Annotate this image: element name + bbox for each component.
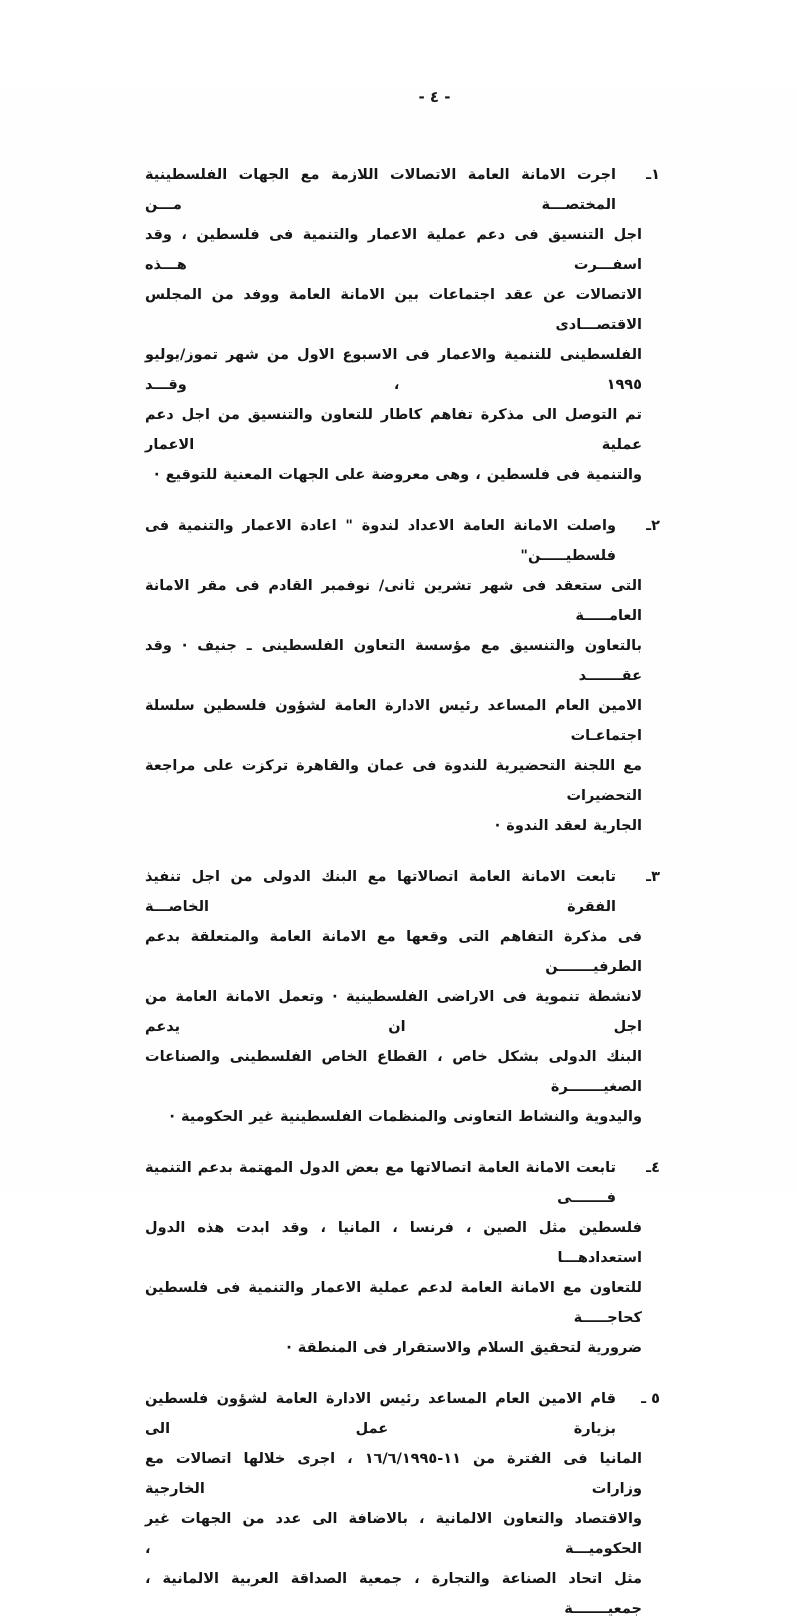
- paragraph-line: فى مذكرة التفاهم التى وقعها مع الامانة العامة والمتعلقة بدعم الطرفيـــــــن: [145, 929, 642, 975]
- paragraph-marker: ٣ـ: [646, 869, 660, 885]
- paragraph-line: ضرورية لتحقيق السلام والاستقرار فى المنطقة ·: [286, 1340, 642, 1356]
- paragraph-line: والتنمية فى فلسطين ، وهى معروضة على الجهات المعنية للتوقيع ·: [154, 467, 642, 483]
- paragraph-line: الجارية لعقد الندوة ·: [494, 818, 642, 834]
- paragraph-line: المانيا فى الفترة من ١١-١٦/٦/١٩٩٥ ، اجرى خلالها اتصالات مع وزارات الخارجية: [145, 1451, 642, 1497]
- paragraph-4: [145, 1153, 660, 1363]
- paragraph-line: بالتعاون والتنسيق مع مؤسسة التعاون الفلسطينى ـ جنيف · وقد عقـــــــد: [145, 638, 642, 684]
- paragraph-line: اجل التنسيق فى دعم عملية الاعمار والتنمية فى فلسطين ، وقد اسفـــرت هـــذه: [145, 227, 642, 273]
- paragraph-2: [145, 511, 660, 841]
- paragraph-marker: ١ـ: [646, 167, 660, 183]
- document-page: [0, 88, 797, 1617]
- paragraph-1: [145, 160, 660, 490]
- paragraph-line: واصلت الامانة العامة الاعداد لندوة " اعادة الاعمار والتنمية فى فلسطيـــــن": [145, 518, 616, 564]
- paragraph-line: قام الامين العام المساعد رئيس الادارة العامة لشؤون فلسطين بزيارة عمل الى: [145, 1391, 616, 1437]
- document-body: [145, 160, 660, 1624]
- paragraph-marker: ٥ ـ: [641, 1391, 660, 1407]
- paragraph-line: اجرت الامانة العامة الاتصالات اللازمة مع الجهات الفلسطينية المختصـــة مـــن: [145, 167, 616, 213]
- paragraph-5: [145, 1384, 660, 1624]
- paragraph-line: تابعت الامانة العامة اتصالاتها مع البنك الدولى من اجل تنفيذ الفقرة الخاصـــة: [145, 869, 616, 915]
- paragraph-line: واليدوية والنشاط التعاونى والمنظمات الفلسطينية غير الحكومية ·: [169, 1109, 642, 1125]
- paragraph-line: للتعاون مع الامانة العامة لدعم عملية الاعمار والتنمية فى فلسطين كحاجـــــة: [145, 1280, 642, 1326]
- paragraph-line: والاقتصاد والتعاون الالمانية ، بالاضافة الى عدد من الجهات غير الحكوميـــة ،: [145, 1511, 642, 1557]
- page-number: - ٤ -: [418, 88, 451, 106]
- paragraph-line: مع اللجنة التحضيرية للندوة فى عمان والقاهرة تركزت على مراجعة التحضيرات: [145, 758, 642, 804]
- paragraph-marker: ٤ـ: [646, 1160, 660, 1176]
- paragraph-line: البنك الدولى بشكل خاص ، القطاع الخاص الفلسطينى والصناعات الصغيـــــــرة: [145, 1049, 642, 1095]
- paragraph-line: تابعت الامانة العامة اتصالاتها مع بعض الدول المهتمة بدعم التنمية فـــــــى: [145, 1160, 616, 1206]
- paragraph-line: مثل اتحاد الصناعة والتجارة ، جمعية الصداقة العربية الالمانية ، جمعيـــــــة: [145, 1571, 642, 1617]
- paragraph-line: التى ستعقد فى شهر تشرين ثانى/ نوفمبر القادم فى مقر الامانة العامـــــة: [145, 578, 642, 624]
- paragraph-line: الاتصالات عن عقد اجتماعات بين الامانة العامة ووفد من المجلس الاقتصـــادى: [145, 287, 642, 333]
- paragraph-line: لانشطة تنموية فى الاراضى الفلسطينية · وتعمل الامانة العامة من اجل ان يدعم: [145, 989, 642, 1035]
- paragraph-line: فلسطين مثل الصين ، فرنسا ، المانيا ، وقد ابدت هذه الدول استعدادهـــا: [145, 1220, 642, 1266]
- paragraph-line: تم التوصل الى مذكرة تفاهم كاطار للتعاون والتنسيق من اجل دعم عملية الاعمار: [145, 407, 642, 453]
- paragraph-line: الفلسطينى للتنمية والاعمار فى الاسبوع الاول من شهر تموز/يوليو ١٩٩٥ ، وقـــد: [145, 347, 642, 393]
- paragraph-line: الامين العام المساعد رئيس الادارة العامة لشؤون فلسطين سلسلة اجتماعـات: [145, 698, 642, 744]
- paragraph-3: [145, 862, 660, 1132]
- paragraph-marker: ٢ـ: [646, 518, 660, 534]
